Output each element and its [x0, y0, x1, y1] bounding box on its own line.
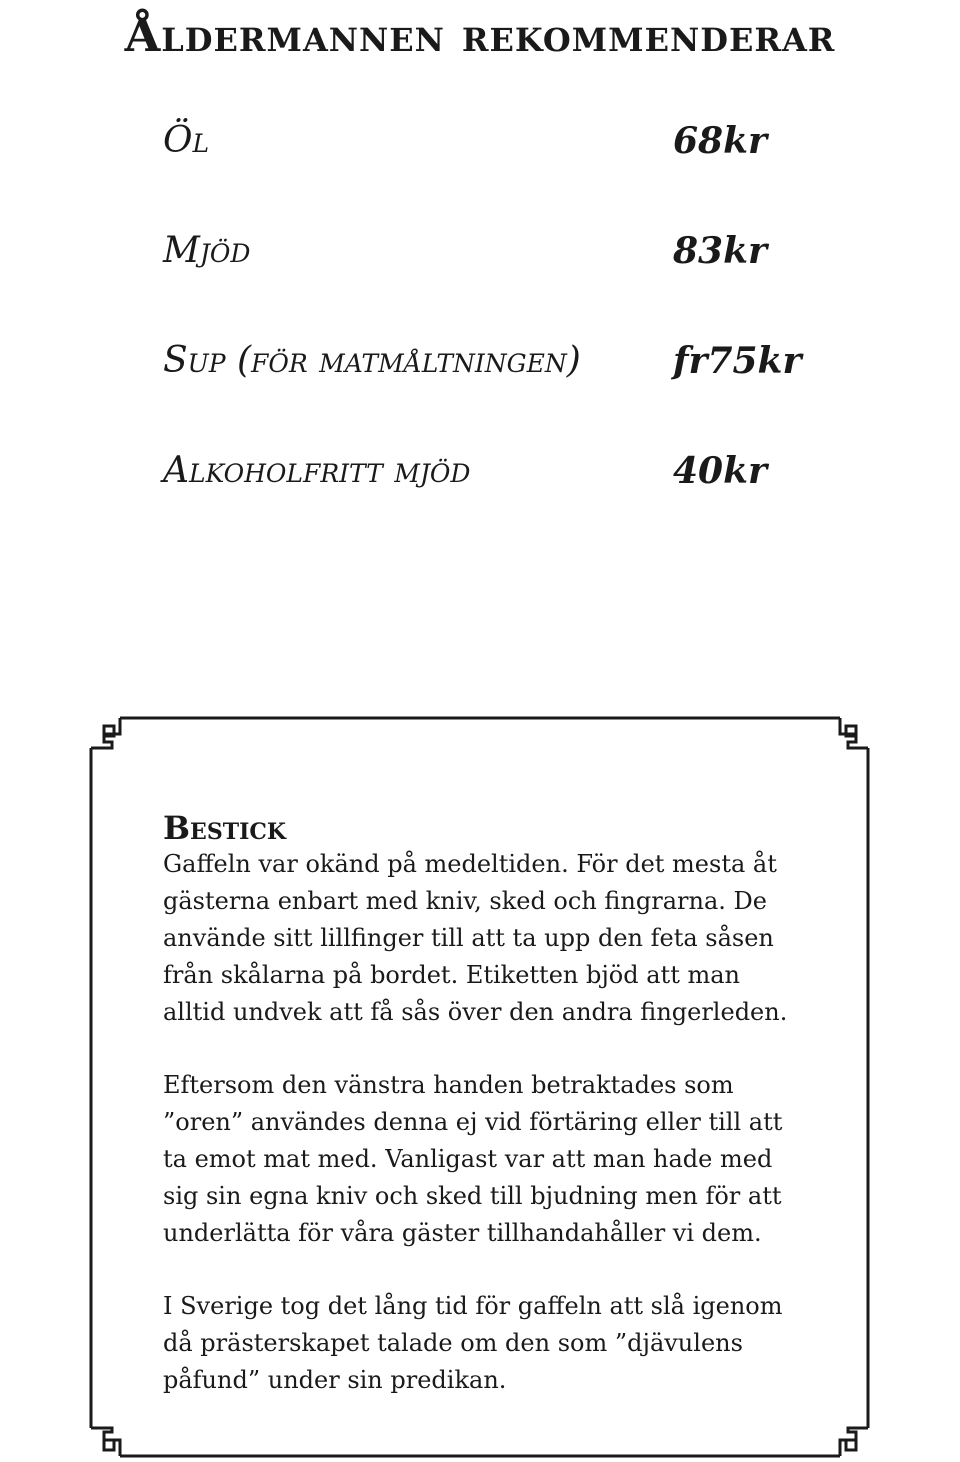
menu-item-price: 68kr — [673, 120, 768, 162]
info-paragraph: I Sverige tog det lång tid för gaffeln att slå igenom då prästerskapet talade om den som ”djävulens påfund” under sin predikan. — [163, 1292, 783, 1394]
menu-item-name: Mjöd — [163, 230, 251, 271]
info-box — [163, 810, 803, 1435]
page-title: Åldermannen rekommenderar — [124, 8, 836, 62]
menu-item-name: Sup (för matmåltningen) — [163, 340, 581, 381]
menu-item-price: 83kr — [673, 230, 768, 272]
info-heading: Bestick — [163, 809, 286, 847]
menu-item-name: Öl — [163, 120, 210, 161]
info-paragraph: Eftersom den vänstra handen betraktades som ”oren” användes denna ej vid förtäring eller till att ta emot mat med. Vanligast var att man hade med sig sin egna kniv och sked till bjudning men för att underlätta för våra gäster tillhandahåller vi dem. — [163, 1071, 783, 1247]
menu-item-price: fr75kr — [673, 340, 802, 382]
info-paragraph: Gaffeln var okänd på medeltiden. För det mesta åt gästerna enbart med kniv, sked och fingrarna. De använde sitt lillfinger till att ta upp den feta såsen från skålarna på bordet. Etiketten bjöd att man alltid undvek att få sås över den andra fingerleden. — [163, 850, 788, 1026]
menu-item-price: 40kr — [673, 450, 768, 492]
menu-item-name: Alkoholfritt mjöd — [163, 450, 471, 491]
